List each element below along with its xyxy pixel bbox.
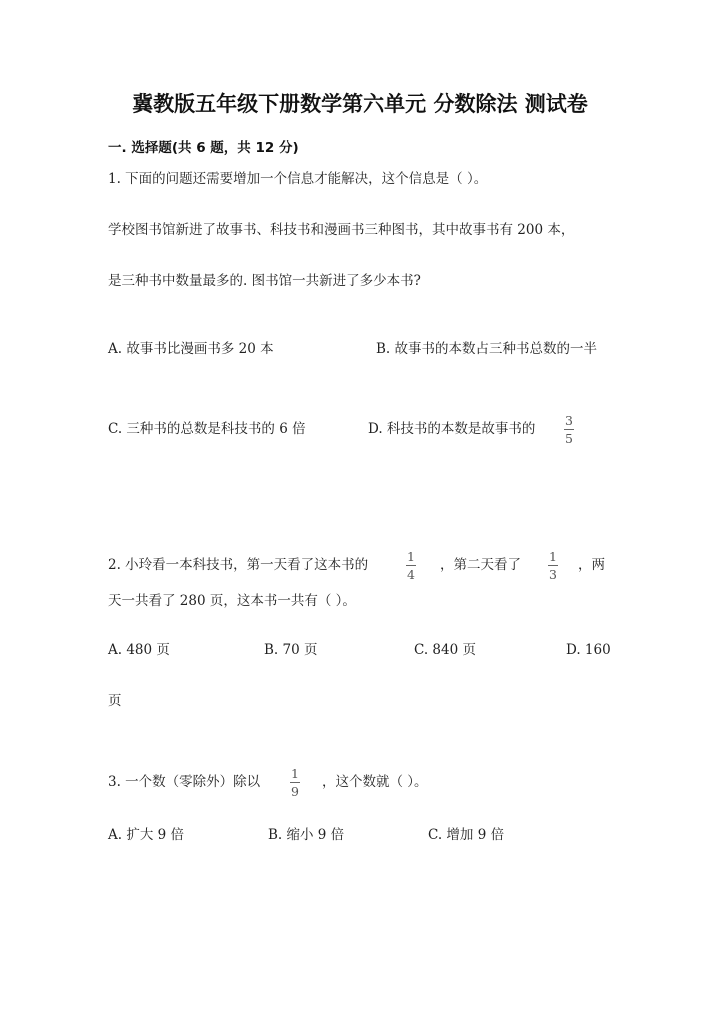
question-1-option-d-fraction [564,414,574,445]
question-3-stem-part-2: ，这个数就（ ）。 [322,774,428,790]
question-2-stem-part-3: ，两 [578,557,605,573]
page-title: 冀教版五年级下册数学第六单元 分数除法 测试卷 [132,92,588,116]
question-1-option-a[interactable]: A. 故事书比漫画书多 20 本 [108,341,274,357]
question-2-option-d-continued[interactable]: 页 [108,693,122,709]
fraction-numerator: 1 [291,766,299,781]
fraction-numerator: 1 [407,549,415,564]
question-2-option-d[interactable]: D. 160 [566,642,611,658]
question-2-option-b[interactable]: B. 70 页 [264,642,318,658]
fraction-denominator: 5 [565,431,573,446]
fraction-bar [564,429,574,430]
question-2-stem-part-2: ，第二天看了 [440,557,521,573]
question-1-option-c[interactable]: C. 三种书的总数是科技书的 6 倍 [108,421,306,437]
fraction-bar [406,565,416,566]
question-3-option-c[interactable]: C. 增加 9 倍 [428,827,505,843]
fraction-denominator: 4 [407,567,415,582]
question-1-context-line-2: 是三种书中数量最多的. 图书馆一共新进了多少本书? [108,273,421,289]
question-2-stem-part-1: 2. 小玲看一本科技书，第一天看了这本书的 [108,557,369,573]
question-2-fraction-1 [406,550,416,581]
question-2-option-a[interactable]: A. 480 页 [108,642,170,658]
question-3-stem-part-1: 3. 一个数（零除外）除以 [108,774,261,790]
question-1-context-line-1: 学校图书馆新进了故事书、科技书和漫画书三种图书，其中故事书有 200 本， [108,222,575,238]
fraction-numerator: 3 [565,413,573,428]
section-heading: 一. 选择题(共 6 题，共 12 分) [108,140,299,156]
question-2-stem-line-2: 天一共看了 280 页，这本书一共有（ ）。 [108,593,356,609]
question-3-option-a[interactable]: A. 扩大 9 倍 [108,827,185,843]
fraction-bar [290,782,300,783]
question-1-option-d[interactable] [368,420,535,438]
fraction-bar [548,565,558,566]
question-3-fraction [290,767,300,798]
fraction-denominator: 9 [291,784,299,799]
fraction-numerator: 1 [549,549,557,564]
question-1-option-b[interactable]: B. 故事书的本数占三种书总数的一半 [376,341,598,357]
question-2-fraction-2 [548,550,558,581]
question-1-stem: 1. 下面的问题还需要增加一个信息才能解决，这个信息是（ ）。 [108,171,488,187]
question-2-option-c[interactable]: C. 840 页 [414,642,476,658]
question-3-option-b[interactable]: B. 缩小 9 倍 [268,827,345,843]
question-1-option-d-text: D. 科技书的本数是故事书的 [368,421,536,437]
fraction-denominator: 3 [549,567,557,582]
